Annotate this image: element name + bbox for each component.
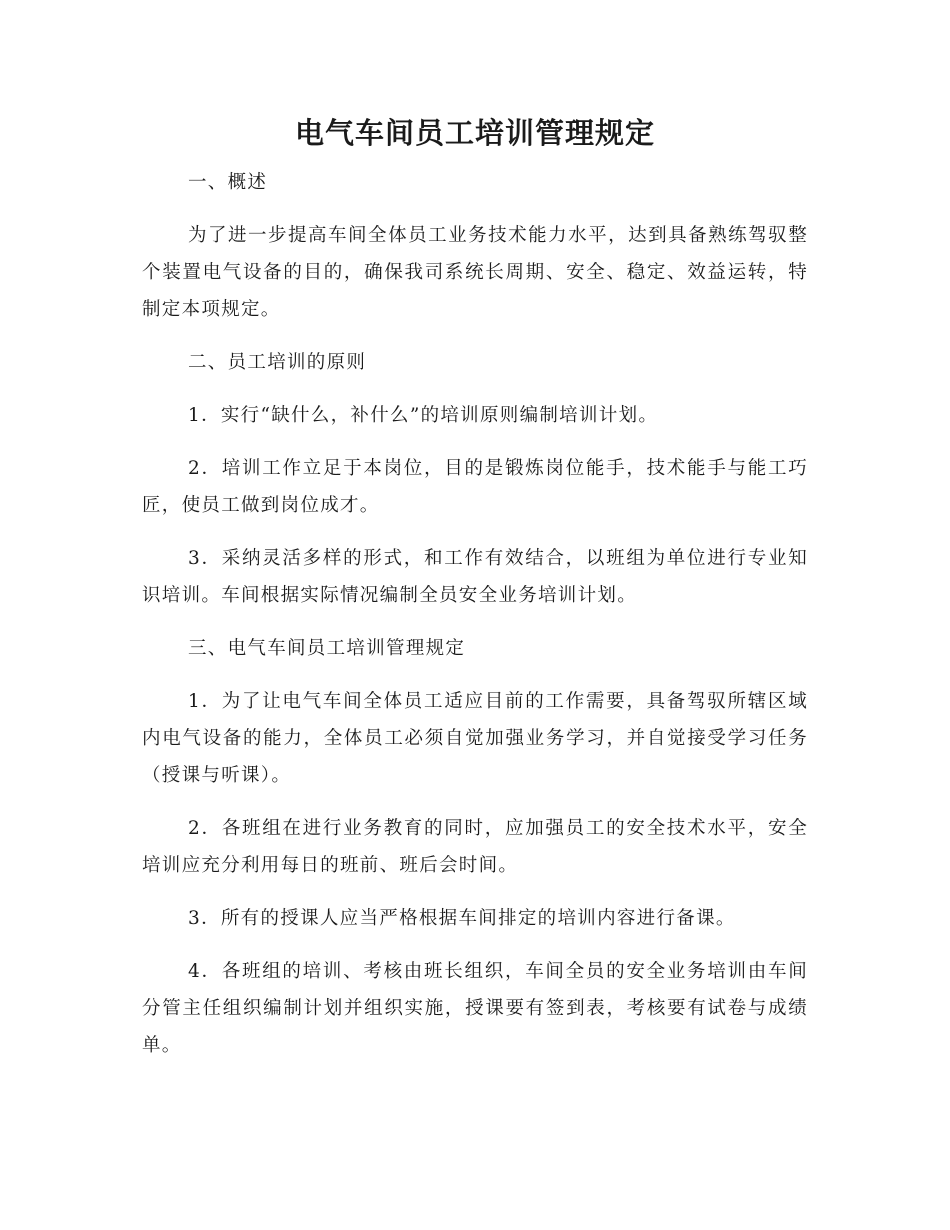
- regulation-item-2: 2．各班组在进行业务教育的同时，应加强员工的安全技术水平，安全培训应充分利用每日的班前、班后会时间。: [142, 818, 808, 876]
- regulation-item-1: 1．为了让电气车间全体员工适应目前的工作需要，具备驾驭所辖区域内电气设备的能力，全体员工必须自觉加强业务学习，并自觉接受学习任务（授课与听课）。: [142, 691, 808, 786]
- document-title: 电气车间员工培训管理规定: [294, 116, 655, 150]
- principle-item-1: 1．实行“缺什么，补什么”的培训原则编制培训计划。: [188, 405, 659, 426]
- principle-item-2: 2．培训工作立足于本岗位，目的是锻炼岗位能手，技术能手与能工巧匠，使员工做到岗位成才。: [142, 458, 808, 516]
- section-heading-overview: 一、概述: [188, 172, 268, 193]
- overview-paragraph: 为了进一步提高车间全体员工业务技术能力水平，达到具备熟练驾驭整个装置电气设备的目的，确保我司系统长周期、安全、稳定、效益运转，特制定本项规定。: [142, 225, 808, 320]
- regulation-item-4: 4．各班组的培训、考核由班长组织，车间全员的安全业务培训由车间分管主任组织编制计划并组织实施，授课要有签到表，考核要有试卷与成绩单。: [142, 961, 808, 1056]
- section-heading-regulations: 三、电气车间员工培训管理规定: [188, 638, 466, 659]
- regulation-item-3: 3．所有的授课人应当严格根据车间排定的培训内容进行备课。: [188, 908, 736, 929]
- principle-item-3: 3．采纳灵活多样的形式，和工作有效结合，以班组为单位进行专业知识培训。车间根据实际情况编制全员安全业务培训计划。: [142, 548, 808, 606]
- document-body: [142, 164, 808, 1080]
- section-heading-principles: 二、员工培训的原则: [188, 352, 367, 373]
